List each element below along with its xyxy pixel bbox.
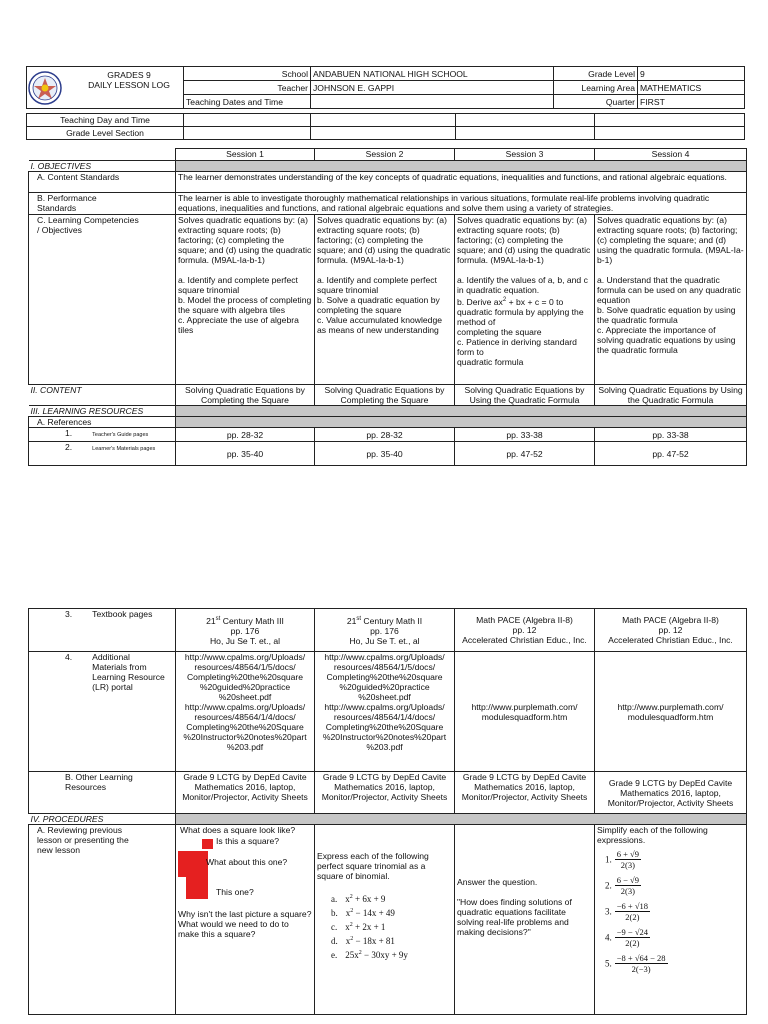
- lm-session-2: pp. 35-40: [315, 442, 455, 466]
- lm-session-1: pp. 35-40: [176, 442, 315, 466]
- review-session-4: Simplify each of the following expressions. 1. $\frac{6 + √9}{2(3)}$ 2. $\frac{6 - √9}{2(3)}$ 3. $\frac{-6 + √18}{2(2)}$ 4. $\frac{-9 - √24}{2(2)}$ 5. $\frac{-8 + √64 - 28}{2(-3)}$: [595, 825, 747, 1015]
- session-1-header: Session 1: [176, 149, 315, 161]
- header-table: [26, 66, 745, 109]
- quarter-label: Quarter: [554, 95, 638, 109]
- rectangle-shape: [186, 877, 208, 899]
- tg-session-1: pp. 28-32: [176, 428, 315, 442]
- binomial-item: d. $x^2 - 18x + 81$: [331, 936, 395, 946]
- textbook-session-4: Math PACE (Algebra II-8) pp. 12 Accelerated Christian Educ., Inc.: [595, 609, 747, 652]
- grade-level-value: 9: [638, 67, 745, 81]
- additional-session-3: http://www.purplemath.com/ modulesquadform.htm: [455, 652, 595, 772]
- square-question-1: What does a square look like?: [180, 825, 296, 835]
- tg-session-3: pp. 33-38: [455, 428, 595, 442]
- grades-label: GRADES 9: [107, 70, 151, 80]
- schedule-table: [26, 113, 745, 140]
- textbook-label: 3. Textbook pages: [29, 609, 176, 652]
- learning-area-label: Learning Area: [554, 81, 638, 95]
- tg-session-4: pp. 33-38: [595, 428, 747, 442]
- teaching-day-label: Teaching Day and Time: [27, 114, 184, 127]
- lesson-table-page-2: [28, 608, 747, 1015]
- textbook-session-3: Math PACE (Algebra II-8) pp. 12 Accelerated Christian Educ., Inc.: [455, 609, 595, 652]
- binomial-item: e. $25x^2 - 30xy + 9y$: [331, 950, 408, 960]
- lesson-log-page-2: [0, 608, 768, 1015]
- other-session-4: Grade 9 LCTG by DepEd Cavite Mathematics 2016, laptop, Monitor/Projector, Activity Sheets: [595, 772, 747, 814]
- tg-session-2: pp. 28-32: [315, 428, 455, 442]
- review-session-1: [176, 825, 315, 1015]
- content-session-2: Solving Quadratic Equations by Completing the Square: [315, 385, 455, 406]
- learning-area-value: MATHEMATICS: [638, 81, 745, 95]
- performance-standards-label: B. Performance Standards: [29, 193, 176, 215]
- competencies-session-3: Solves quadratic equations by: (a) extracting square roots; (b) factoring; (c) completing the square; and (d) using the quadratic formula. (M9AL-Ia-b-1) a. Identify the values of a, b, and c in quadratic equation. b. Derive $ax^2$ + bx + c = 0 to quadratic formula by applying the method of completing the square c. Patience in deriving standard form to quadratic formula: [455, 215, 595, 385]
- content-standards-text: The learner demonstrates understanding of the key concepts of quadratic equations, inequalities and functions, and rational algebraic equations.: [176, 172, 747, 193]
- square-question-3: What about this one?: [206, 857, 288, 867]
- textbook-session-2: 21st Century Math II pp. 176 Ho, Ju Se T. et., al: [315, 609, 455, 652]
- grade-section-label: Grade Level Section: [27, 127, 184, 140]
- teacher-value: JOHNSON E. GAPPI: [311, 81, 554, 95]
- other-session-1: Grade 9 LCTG by DepEd Cavite Mathematics 2016, laptop, Monitor/Projector, Activity Sheets: [176, 772, 315, 814]
- big-square-shape: [178, 851, 208, 877]
- fraction-item: 3. $\frac{-6 + √18}{2(2)}$: [605, 901, 649, 922]
- teaching-dates-label: Teaching Dates and Time: [184, 95, 311, 109]
- textbook-session-1: 21st Century Math III pp. 176 Ho, Ju Se T. et., al: [176, 609, 315, 652]
- content-heading: II. CONTENT: [29, 385, 176, 406]
- other-resources-label: B. Other Learning Resources: [29, 772, 176, 814]
- content-session-4: Solving Quadratic Equations by Using the Quadratic Formula: [595, 385, 747, 406]
- daily-lesson-log-title: DAILY LESSON LOG: [88, 80, 170, 90]
- competencies-session-1: Solves quadratic equations by: (a) extracting square roots; (b) factoring; (c) completing the square; and (d) using the quadratic formula. (M9AL-Ia-b-1) a. Identify and complete perfect square trinomial b. Model the process of completing the square with algebra tiles c. Appreciate the use of algebra tiles: [176, 215, 315, 385]
- procedures-heading: IV. PROCEDURES: [29, 814, 176, 825]
- objectives-heading: I. OBJECTIVES: [29, 161, 176, 172]
- session-2-header: Session 2: [315, 149, 455, 161]
- review-lesson-label: A. Reviewing previous lesson or presenting the new lesson: [29, 825, 176, 1015]
- learning-resources-heading: III. LEARNING RESOURCES: [29, 406, 176, 417]
- square-question-4: This one?: [216, 887, 254, 897]
- content-session-3: Solving Quadratic Equations by Using the Quadratic Formula: [455, 385, 595, 406]
- performance-standards-text: The learner is able to investigate thoroughly mathematical relationships in various situations, formulate real-life problems involving quadratic equations, inequalities and functions, and rational algebraic equations and solve them using a variety of strategies.: [176, 193, 747, 215]
- lm-session-4: pp. 47-52: [595, 442, 747, 466]
- square-question-2: Is this a square?: [216, 836, 280, 846]
- other-session-2: Grade 9 LCTG by DepEd Cavite Mathematics 2016, laptop, Monitor/Projector, Activity Sheets: [315, 772, 455, 814]
- fraction-item: 4. $\frac{-9 - √24}{2(2)}$: [605, 927, 649, 948]
- references-label: A. References: [29, 417, 176, 428]
- teaching-dates-value: [311, 95, 554, 109]
- binomial-item: a. $x^2 + 6x + 9$: [331, 894, 386, 904]
- learners-materials-label: 2. Learner's Materials pages: [29, 442, 176, 466]
- additional-session-1: http://www.cpalms.org/Uploads/ resources/48564/1/5/docs/ Completing%20the%20square %20guided%20practice %20sheet.pdf http://www.cpalms.org/Uploads/ resources/48564/1/4/docs/ Completing%20the%20Square %20Instructor%20notes%20part %203.pdf: [176, 652, 315, 772]
- school-value: ANDABUEN NATIONAL HIGH SCHOOL: [311, 67, 554, 81]
- simplify-exercise-list: [597, 849, 744, 974]
- fraction-item: 5. $\frac{-8 + √64 - 28}{2(-3)}$: [605, 953, 666, 974]
- grades-title-cell: [27, 67, 184, 109]
- additional-session-2: http://www.cpalms.org/Uploads/ resources/48564/1/5/docs/ Completing%20the%20square %20guided%20practice %20sheet.pdf http://www.cpalms.org/Uploads/ resources/48564/1/4/docs/ Completing%20the%20Square %20Instructor%20notes%20part %203.pdf: [315, 652, 455, 772]
- content-session-1: Solving Quadratic Equations by Completing the Square: [176, 385, 315, 406]
- additional-materials-label: 4. Additional Materials from Learning Resource (LR) portal: [29, 652, 176, 772]
- lesson-log-page-1: [0, 66, 768, 466]
- competencies-session-2: Solves quadratic equations by: (a) extracting square roots; (b) factoring; (c) completing the square; and (d) using the quadratic formula. (M9AL-Ia-b-1) a. Identify and complete perfect square trinomial b. Solve a quadratic equation by completing the square c. Value accumulated knowledge as means of new understanding: [315, 215, 455, 385]
- small-square-shape: [202, 839, 213, 849]
- square-question-5: Why isn't the last picture a square? What would we need to do to make this a square?: [178, 909, 312, 939]
- review-session-3: Answer the question. "How does finding solutions of quadratic equations facilitate solving real-life problems and making decisions?": [455, 825, 595, 1015]
- binomial-item: b. $x^2 - 14x + 49$: [331, 908, 395, 918]
- session-3-header: Session 3: [455, 149, 595, 161]
- quarter-value: FIRST: [638, 95, 745, 109]
- lesson-table-page-1: [28, 148, 747, 466]
- teachers-guide-label: 1. Teacher's Guide pages: [29, 428, 176, 442]
- session-4-header: Session 4: [595, 149, 747, 161]
- fraction-item: 1. $\frac{6 + √9}{2(3)}$: [605, 849, 639, 870]
- binomial-exercise-list: [317, 891, 452, 961]
- other-session-3: Grade 9 LCTG by DepEd Cavite Mathematics 2016, laptop, Monitor/Projector, Activity Sheets: [455, 772, 595, 814]
- content-standards-label: A. Content Standards: [29, 172, 176, 193]
- competencies-session-4: Solves quadratic equations by: (a) extracting square roots; (b) factoring; (c) completing the square; and (d) using the quadratic formula. (M9AL-Ia-b-1) a. Understand that the quadratic formula can be used on any quadratic equation b. Solve quadratic equation by using the quadratic formula c. Appreciate the importance of solving quadratic equations by using the quadratic formula: [595, 215, 747, 385]
- lm-session-3: pp. 47-52: [455, 442, 595, 466]
- school-label: School: [184, 67, 311, 81]
- additional-session-4: http://www.purplemath.com/ modulesquadform.htm: [595, 652, 747, 772]
- grade-level-label: Grade Level: [554, 67, 638, 81]
- fraction-item: 2. $\frac{6 - √9}{2(3)}$: [605, 875, 639, 896]
- binomial-item: c. $x^2 + 2x + 1$: [331, 922, 386, 932]
- review-session-2: Express each of the following perfect square trinomial as a square of binomial. a. $x^2 + 6x + 9$ b. $x^2 - 14x + 49$ c. $x^2 + 2x + 1$ d. $x^2 - 18x + 81$ e. $25x^2 - 30xy + 9y$: [315, 825, 455, 1015]
- teacher-label: Teacher: [184, 81, 311, 95]
- competencies-label: C. Learning Competencies / Objectives: [29, 215, 176, 385]
